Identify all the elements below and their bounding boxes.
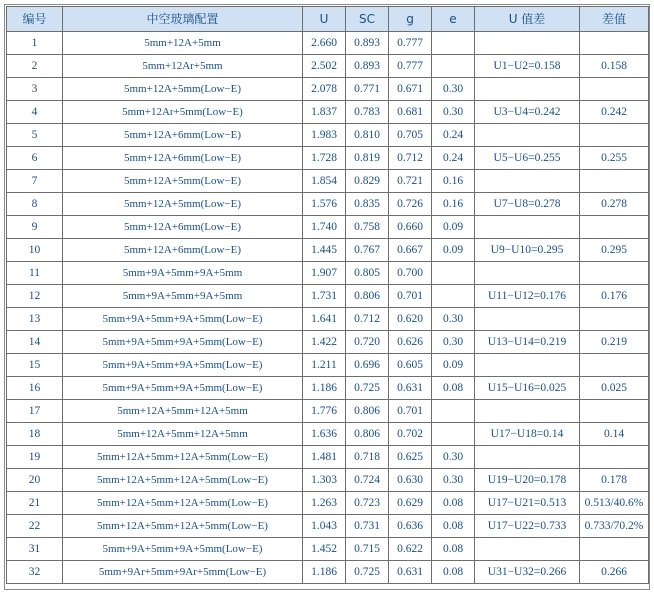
- cell-u-diff: [475, 400, 580, 423]
- cell-e: 0.30: [432, 308, 475, 331]
- header-e: e: [432, 7, 475, 32]
- table-row: [7, 262, 649, 285]
- cell-difference: [580, 32, 649, 55]
- cell-difference: 0.025: [580, 377, 649, 400]
- table-row: [7, 515, 649, 538]
- cell-sc: 0.767: [346, 239, 389, 262]
- cell-id: 12: [7, 285, 63, 308]
- cell-sc: 0.771: [346, 78, 389, 101]
- cell-u: 1.907: [303, 262, 346, 285]
- cell-u-diff: U5−U6=0.255: [475, 147, 580, 170]
- cell-u: 1.303: [303, 469, 346, 492]
- cell-config: 5mm+12A+5mm+12A+5mm(Low−E): [63, 515, 303, 538]
- cell-u-diff: U17−U22=0.733: [475, 515, 580, 538]
- cell-u-diff: [475, 446, 580, 469]
- table-row: [7, 124, 649, 147]
- cell-g: 0.712: [389, 147, 432, 170]
- cell-sc: 0.783: [346, 101, 389, 124]
- cell-u: 1.731: [303, 285, 346, 308]
- table-row: [7, 55, 649, 78]
- cell-config: 5mm+12A+5mm+12A+5mm(Low−E): [63, 469, 303, 492]
- table-body: [7, 32, 649, 584]
- cell-g: 0.671: [389, 78, 432, 101]
- cell-g: 0.631: [389, 561, 432, 584]
- cell-id: 20: [7, 469, 63, 492]
- cell-id: 18: [7, 423, 63, 446]
- cell-difference: 0.266: [580, 561, 649, 584]
- cell-id: 31: [7, 538, 63, 561]
- cell-u: 1.043: [303, 515, 346, 538]
- table-row: [7, 193, 649, 216]
- cell-e: 0.24: [432, 147, 475, 170]
- cell-u-diff: [475, 170, 580, 193]
- cell-g: 0.705: [389, 124, 432, 147]
- cell-id: 8: [7, 193, 63, 216]
- cell-e: 0.09: [432, 216, 475, 239]
- cell-u: 1.641: [303, 308, 346, 331]
- table-row: [7, 538, 649, 561]
- cell-e: [432, 55, 475, 78]
- cell-u: 1.728: [303, 147, 346, 170]
- cell-difference: 0.178: [580, 469, 649, 492]
- table-row: [7, 446, 649, 469]
- table-row: [7, 32, 649, 55]
- cell-g: 0.605: [389, 354, 432, 377]
- cell-difference: 0.255: [580, 147, 649, 170]
- cell-difference: 0.513/40.6%: [580, 492, 649, 515]
- cell-id: 4: [7, 101, 63, 124]
- header-config: 中空玻璃配置: [63, 7, 303, 32]
- cell-id: 9: [7, 216, 63, 239]
- cell-difference: 0.158: [580, 55, 649, 78]
- cell-u: 1.186: [303, 377, 346, 400]
- cell-u-diff: U17−U18=0.14: [475, 423, 580, 446]
- cell-difference: [580, 124, 649, 147]
- cell-config: 5mm+12A+6mm(Low−E): [63, 216, 303, 239]
- cell-g: 0.629: [389, 492, 432, 515]
- cell-id: 15: [7, 354, 63, 377]
- table-row: [7, 101, 649, 124]
- header-id: 编号: [7, 7, 63, 32]
- cell-difference: 0.278: [580, 193, 649, 216]
- cell-g: 0.701: [389, 400, 432, 423]
- cell-config: 5mm+12A+5mm(Low−E): [63, 170, 303, 193]
- table-row: [7, 331, 649, 354]
- cell-config: 5mm+9A+5mm+9A+5mm: [63, 285, 303, 308]
- cell-e: 0.30: [432, 78, 475, 101]
- cell-sc: 0.731: [346, 515, 389, 538]
- cell-config: 5mm+12A+5mm: [63, 32, 303, 55]
- cell-u-diff: U15−U16=0.025: [475, 377, 580, 400]
- cell-difference: [580, 78, 649, 101]
- cell-g: 0.622: [389, 538, 432, 561]
- cell-config: 5mm+9Ar+5mm+9Ar+5mm(Low−E): [63, 561, 303, 584]
- cell-difference: 0.176: [580, 285, 649, 308]
- cell-g: 0.667: [389, 239, 432, 262]
- header-sc: SC: [346, 7, 389, 32]
- table-row: [7, 400, 649, 423]
- cell-u: 1.983: [303, 124, 346, 147]
- table-row: [7, 285, 649, 308]
- cell-config: 5mm+9A+5mm+9A+5mm(Low−E): [63, 354, 303, 377]
- cell-sc: 0.715: [346, 538, 389, 561]
- cell-config: 5mm+9A+5mm+9A+5mm(Low−E): [63, 538, 303, 561]
- cell-config: 5mm+9A+5mm+9A+5mm(Low−E): [63, 377, 303, 400]
- cell-g: 0.625: [389, 446, 432, 469]
- cell-id: 6: [7, 147, 63, 170]
- cell-g: 0.631: [389, 377, 432, 400]
- cell-u-diff: U19−U20=0.178: [475, 469, 580, 492]
- table-row: [7, 423, 649, 446]
- cell-u: 1.263: [303, 492, 346, 515]
- cell-sc: 0.806: [346, 423, 389, 446]
- cell-difference: [580, 400, 649, 423]
- cell-id: 3: [7, 78, 63, 101]
- cell-sc: 0.718: [346, 446, 389, 469]
- cell-difference: 0.14: [580, 423, 649, 446]
- cell-u-diff: [475, 354, 580, 377]
- cell-difference: 0.733/70.2%: [580, 515, 649, 538]
- table-row: [7, 78, 649, 101]
- cell-difference: [580, 308, 649, 331]
- cell-u: 1.776: [303, 400, 346, 423]
- cell-difference: [580, 538, 649, 561]
- cell-e: 0.08: [432, 377, 475, 400]
- cell-e: 0.30: [432, 101, 475, 124]
- cell-id: 2: [7, 55, 63, 78]
- cell-u-diff: U17−U21=0.513: [475, 492, 580, 515]
- cell-id: 22: [7, 515, 63, 538]
- cell-u-diff: [475, 308, 580, 331]
- cell-u-diff: U31−U32=0.266: [475, 561, 580, 584]
- header-g: g: [389, 7, 432, 32]
- cell-u: 1.452: [303, 538, 346, 561]
- cell-difference: [580, 216, 649, 239]
- cell-sc: 0.829: [346, 170, 389, 193]
- cell-e: 0.30: [432, 469, 475, 492]
- cell-g: 0.620: [389, 308, 432, 331]
- header-row: [7, 7, 649, 32]
- cell-g: 0.777: [389, 55, 432, 78]
- cell-difference: 0.242: [580, 101, 649, 124]
- cell-config: 5mm+12A+5mm+12A+5mm(Low−E): [63, 446, 303, 469]
- cell-g: 0.721: [389, 170, 432, 193]
- glazing-data-table: [6, 6, 649, 584]
- cell-u-diff: U13−U14=0.219: [475, 331, 580, 354]
- cell-e: 0.08: [432, 492, 475, 515]
- cell-id: 17: [7, 400, 63, 423]
- cell-u-diff: [475, 78, 580, 101]
- cell-g: 0.700: [389, 262, 432, 285]
- cell-config: 5mm+9A+5mm+9A+5mm(Low−E): [63, 308, 303, 331]
- cell-id: 16: [7, 377, 63, 400]
- cell-u-diff: U7−U8=0.278: [475, 193, 580, 216]
- cell-config: 5mm+12A+6mm(Low−E): [63, 147, 303, 170]
- cell-difference: 0.219: [580, 331, 649, 354]
- table-row: [7, 469, 649, 492]
- cell-sc: 0.893: [346, 55, 389, 78]
- cell-e: 0.16: [432, 193, 475, 216]
- cell-id: 32: [7, 561, 63, 584]
- cell-e: 0.30: [432, 446, 475, 469]
- table-row: [7, 216, 649, 239]
- cell-sc: 0.810: [346, 124, 389, 147]
- cell-difference: [580, 262, 649, 285]
- cell-g: 0.660: [389, 216, 432, 239]
- cell-u-diff: [475, 262, 580, 285]
- cell-u: 1.211: [303, 354, 346, 377]
- cell-sc: 0.893: [346, 32, 389, 55]
- cell-difference: [580, 354, 649, 377]
- cell-sc: 0.724: [346, 469, 389, 492]
- table-row: [7, 147, 649, 170]
- cell-u: 2.502: [303, 55, 346, 78]
- cell-e: 0.16: [432, 170, 475, 193]
- cell-u: 1.445: [303, 239, 346, 262]
- cell-config: 5mm+12A+6mm(Low−E): [63, 239, 303, 262]
- cell-id: 19: [7, 446, 63, 469]
- cell-u-diff: U11−U12=0.176: [475, 285, 580, 308]
- cell-sc: 0.720: [346, 331, 389, 354]
- cell-config: 5mm+9A+5mm+9A+5mm: [63, 262, 303, 285]
- cell-u-diff: [475, 32, 580, 55]
- cell-id: 7: [7, 170, 63, 193]
- cell-e: [432, 262, 475, 285]
- cell-u: 1.636: [303, 423, 346, 446]
- cell-sc: 0.806: [346, 285, 389, 308]
- cell-id: 5: [7, 124, 63, 147]
- cell-sc: 0.725: [346, 561, 389, 584]
- cell-u: 2.078: [303, 78, 346, 101]
- cell-e: [432, 423, 475, 446]
- cell-g: 0.630: [389, 469, 432, 492]
- cell-sc: 0.758: [346, 216, 389, 239]
- cell-e: 0.09: [432, 354, 475, 377]
- cell-sc: 0.723: [346, 492, 389, 515]
- cell-u: 1.481: [303, 446, 346, 469]
- table-row: [7, 492, 649, 515]
- table-row: [7, 561, 649, 584]
- cell-e: [432, 32, 475, 55]
- table-row: [7, 354, 649, 377]
- cell-id: 21: [7, 492, 63, 515]
- cell-u: 1.576: [303, 193, 346, 216]
- cell-g: 0.777: [389, 32, 432, 55]
- cell-sc: 0.805: [346, 262, 389, 285]
- cell-u: 2.660: [303, 32, 346, 55]
- header-u: U: [303, 7, 346, 32]
- cell-u: 1.740: [303, 216, 346, 239]
- cell-e: [432, 400, 475, 423]
- cell-config: 5mm+12A+6mm(Low−E): [63, 124, 303, 147]
- cell-config: 5mm+12A+5mm(Low−E): [63, 193, 303, 216]
- cell-difference: [580, 170, 649, 193]
- cell-id: 1: [7, 32, 63, 55]
- cell-g: 0.681: [389, 101, 432, 124]
- table-row: [7, 170, 649, 193]
- cell-g: 0.702: [389, 423, 432, 446]
- cell-g: 0.701: [389, 285, 432, 308]
- cell-e: 0.08: [432, 538, 475, 561]
- cell-u-diff: [475, 216, 580, 239]
- cell-id: 11: [7, 262, 63, 285]
- cell-sc: 0.806: [346, 400, 389, 423]
- cell-e: 0.08: [432, 515, 475, 538]
- cell-config: 5mm+12A+5mm+12A+5mm(Low−E): [63, 492, 303, 515]
- cell-e: 0.08: [432, 561, 475, 584]
- cell-id: 10: [7, 239, 63, 262]
- cell-config: 5mm+12A+5mm+12A+5mm: [63, 400, 303, 423]
- cell-sc: 0.696: [346, 354, 389, 377]
- cell-u: 1.837: [303, 101, 346, 124]
- table-row: [7, 377, 649, 400]
- cell-config: 5mm+12Ar+5mm: [63, 55, 303, 78]
- cell-e: 0.30: [432, 331, 475, 354]
- cell-e: [432, 285, 475, 308]
- cell-sc: 0.835: [346, 193, 389, 216]
- table-row: [7, 308, 649, 331]
- cell-u-diff: [475, 124, 580, 147]
- header-difference: 差值: [580, 7, 649, 32]
- cell-u-diff: U9−U10=0.295: [475, 239, 580, 262]
- cell-e: 0.24: [432, 124, 475, 147]
- cell-sc: 0.712: [346, 308, 389, 331]
- cell-difference: [580, 446, 649, 469]
- cell-sc: 0.819: [346, 147, 389, 170]
- cell-g: 0.726: [389, 193, 432, 216]
- cell-sc: 0.725: [346, 377, 389, 400]
- cell-u-diff: U3−U4=0.242: [475, 101, 580, 124]
- cell-u-diff: [475, 538, 580, 561]
- table-row: [7, 239, 649, 262]
- cell-u: 1.422: [303, 331, 346, 354]
- cell-config: 5mm+12A+5mm(Low−E): [63, 78, 303, 101]
- cell-g: 0.626: [389, 331, 432, 354]
- cell-u-diff: U1−U2=0.158: [475, 55, 580, 78]
- header-u-diff: U 值差: [475, 7, 580, 32]
- cell-config: 5mm+12Ar+5mm(Low−E): [63, 101, 303, 124]
- cell-config: 5mm+12A+5mm+12A+5mm: [63, 423, 303, 446]
- cell-config: 5mm+9A+5mm+9A+5mm(Low−E): [63, 331, 303, 354]
- cell-id: 14: [7, 331, 63, 354]
- cell-difference: 0.295: [580, 239, 649, 262]
- cell-id: 13: [7, 308, 63, 331]
- cell-e: 0.09: [432, 239, 475, 262]
- cell-u: 1.854: [303, 170, 346, 193]
- cell-u: 1.186: [303, 561, 346, 584]
- cell-g: 0.636: [389, 515, 432, 538]
